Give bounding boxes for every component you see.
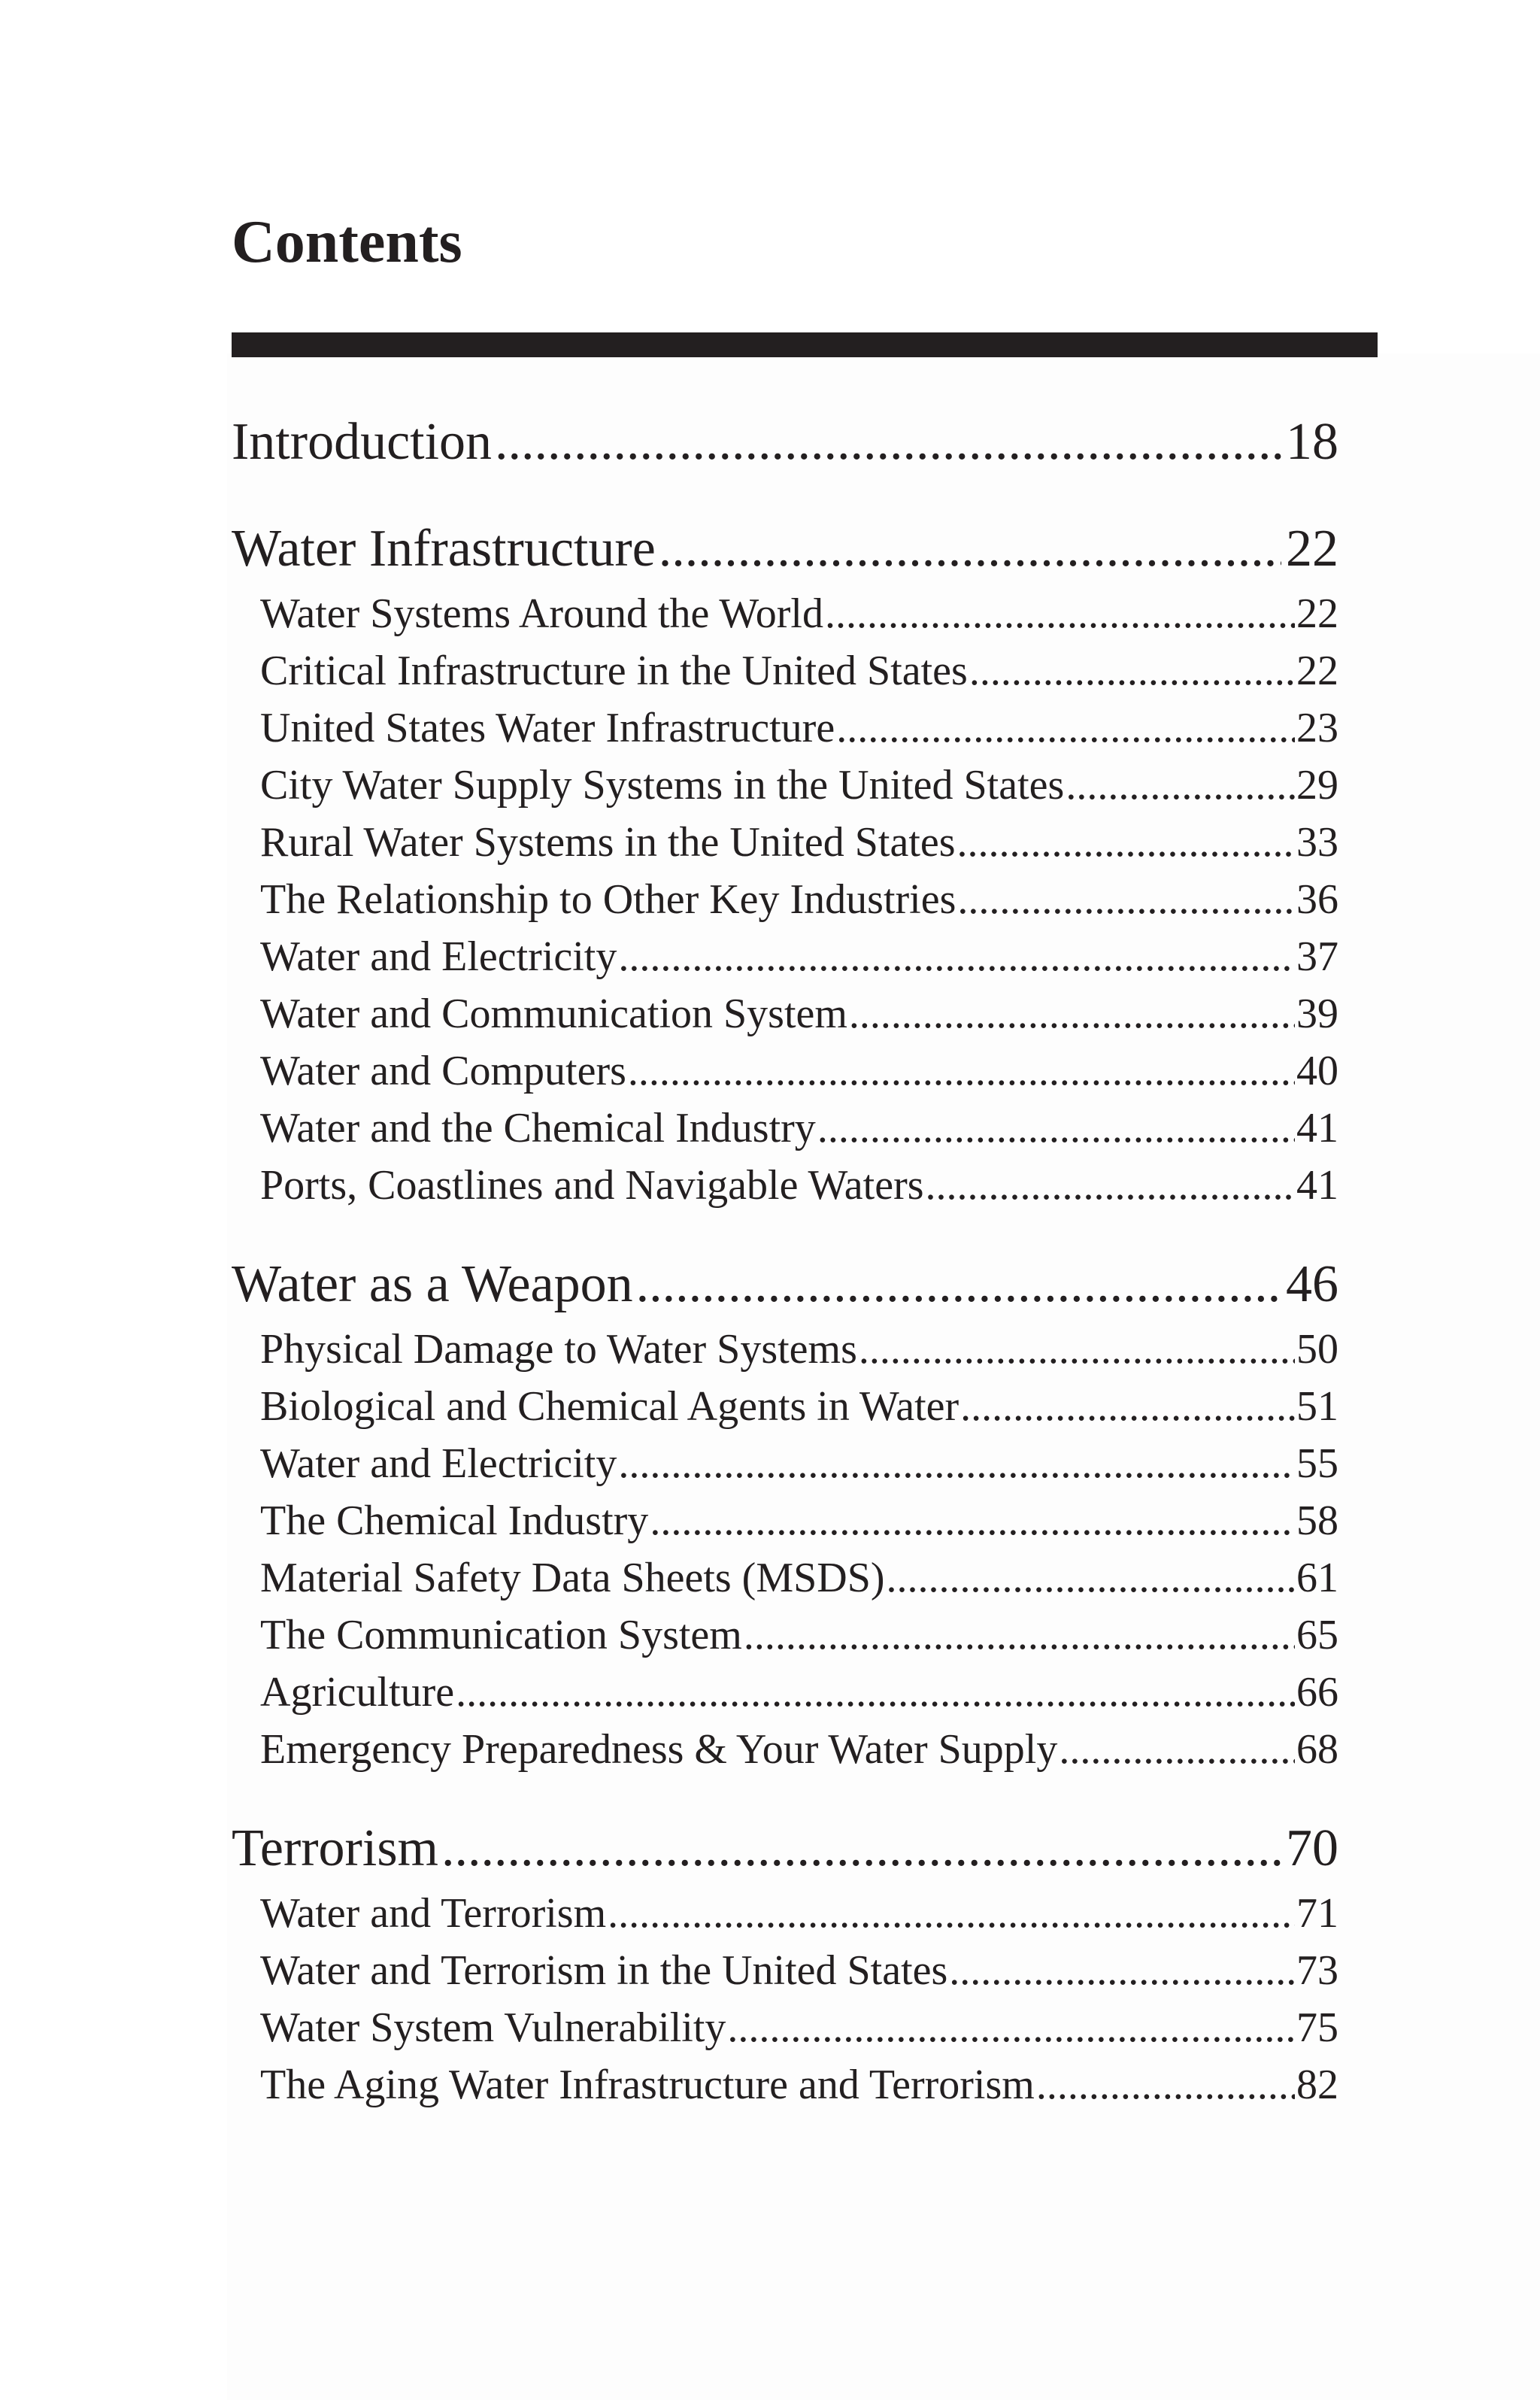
entry-title: Material Safety Data Sheets (MSDS) bbox=[260, 1555, 885, 1601]
entry-title: Water and Computers bbox=[260, 1048, 626, 1094]
entry-title: United States Water Infrastructure bbox=[260, 705, 835, 751]
entry-title: Water System Vulnerability bbox=[260, 2004, 726, 2051]
dot-leader bbox=[849, 985, 1295, 1042]
dot-leader bbox=[825, 585, 1295, 642]
toc-sub-entry[interactable] bbox=[232, 1492, 1338, 1549]
title-rule bbox=[232, 332, 1378, 357]
entry-page-number: 71 bbox=[1296, 1890, 1338, 1937]
entry-page-number: 61 bbox=[1296, 1555, 1338, 1601]
chapter-page-number: 22 bbox=[1286, 520, 1338, 578]
dot-leader bbox=[1059, 1721, 1295, 1778]
entry-page-number: 75 bbox=[1296, 2004, 1338, 2051]
toc-sub-entry[interactable] bbox=[232, 2056, 1338, 2113]
dot-leader bbox=[859, 1321, 1295, 1378]
toc-sub-entry[interactable] bbox=[232, 1607, 1338, 1664]
toc-sub-entry[interactable] bbox=[232, 1321, 1338, 1378]
chapter-title: Introduction bbox=[232, 413, 493, 471]
dot-leader bbox=[495, 406, 1281, 478]
entry-title: The Chemical Industry bbox=[260, 1497, 649, 1544]
dot-leader bbox=[618, 1435, 1295, 1492]
entry-title: Physical Damage to Water Systems bbox=[260, 1326, 857, 1373]
toc-sub-entry[interactable] bbox=[232, 985, 1338, 1042]
toc-sub-entry[interactable] bbox=[232, 1664, 1338, 1721]
entry-page-number: 55 bbox=[1296, 1440, 1338, 1487]
chapter-page-number: 70 bbox=[1286, 1819, 1338, 1877]
entry-title: Water and Terrorism in the United States bbox=[260, 1947, 948, 1994]
toc-chapter-entry[interactable] bbox=[232, 406, 1338, 478]
toc-sub-entry[interactable] bbox=[232, 1999, 1338, 2056]
entry-page-number: 51 bbox=[1296, 1383, 1338, 1430]
entry-page-number: 41 bbox=[1296, 1105, 1338, 1151]
toc-sub-entry[interactable] bbox=[232, 1157, 1338, 1214]
entry-page-number: 58 bbox=[1296, 1497, 1338, 1544]
toc-sub-entry[interactable] bbox=[232, 757, 1338, 814]
toc-sub-entry[interactable] bbox=[232, 1885, 1338, 1942]
toc-sub-entry[interactable] bbox=[232, 1549, 1338, 1607]
dot-leader bbox=[960, 1378, 1295, 1435]
dot-leader bbox=[650, 1492, 1295, 1549]
entry-title: Critical Infrastructure in the United States bbox=[260, 648, 968, 694]
dot-leader bbox=[836, 699, 1295, 757]
dot-leader bbox=[659, 513, 1281, 585]
dot-leader bbox=[618, 928, 1295, 985]
entry-title: Water and Terrorism bbox=[260, 1890, 607, 1937]
toc-sub-entry[interactable] bbox=[232, 1435, 1338, 1492]
entry-title: Water and Communication System bbox=[260, 991, 847, 1037]
entry-title: Water and Electricity bbox=[260, 933, 617, 980]
entry-title: Water Systems Around the World bbox=[260, 590, 823, 637]
entry-title: City Water Supply Systems in the United States bbox=[260, 762, 1065, 809]
toc-sub-entry[interactable] bbox=[232, 585, 1338, 642]
dot-leader bbox=[456, 1664, 1295, 1721]
toc-sub-entry[interactable] bbox=[232, 814, 1338, 871]
entry-page-number: 33 bbox=[1296, 819, 1338, 866]
chapter-page-number: 46 bbox=[1286, 1255, 1338, 1313]
toc-sub-entry[interactable] bbox=[232, 642, 1338, 699]
toc-sub-entry[interactable] bbox=[232, 1100, 1338, 1157]
entry-page-number: 37 bbox=[1296, 933, 1338, 980]
entry-page-number: 23 bbox=[1296, 705, 1338, 751]
dot-leader bbox=[926, 1157, 1295, 1214]
entry-title: Ports, Coastlines and Navigable Waters bbox=[260, 1162, 924, 1209]
entry-page-number: 41 bbox=[1296, 1162, 1338, 1209]
dot-leader bbox=[628, 1042, 1295, 1100]
dot-leader bbox=[727, 1999, 1295, 2056]
entry-page-number: 36 bbox=[1296, 876, 1338, 923]
entry-page-number: 29 bbox=[1296, 762, 1338, 809]
toc-section-introduction bbox=[232, 406, 1338, 478]
toc-chapter-entry[interactable] bbox=[232, 513, 1338, 585]
toc-sub-entry[interactable] bbox=[232, 871, 1338, 928]
entry-page-number: 65 bbox=[1296, 1612, 1338, 1658]
entry-page-number: 73 bbox=[1296, 1947, 1338, 1994]
toc-chapter-entry[interactable] bbox=[232, 1813, 1338, 1885]
entry-title: The Relationship to Other Key Industries bbox=[260, 876, 956, 923]
dot-leader bbox=[957, 871, 1295, 928]
toc-section-water-as-a-weapon bbox=[232, 1249, 1338, 1778]
dot-leader bbox=[636, 1249, 1281, 1321]
toc-section-terrorism bbox=[232, 1813, 1338, 2113]
dot-leader bbox=[1036, 2056, 1295, 2113]
toc-sub-entry[interactable] bbox=[232, 1378, 1338, 1435]
toc-section-water-infrastructure bbox=[232, 513, 1338, 1214]
entry-page-number: 40 bbox=[1296, 1048, 1338, 1094]
entry-title: Rural Water Systems in the United States bbox=[260, 819, 956, 866]
chapter-title: Water Infrastructure bbox=[232, 520, 656, 578]
chapter-title: Water as a Weapon bbox=[232, 1255, 633, 1313]
entry-page-number: 39 bbox=[1296, 991, 1338, 1037]
chapter-page-number: 18 bbox=[1286, 413, 1338, 471]
entry-title: Water and the Chemical Industry bbox=[260, 1105, 816, 1151]
chapter-title: Terrorism bbox=[232, 1819, 439, 1877]
dot-leader bbox=[886, 1549, 1295, 1607]
entry-title: The Aging Water Infrastructure and Terrorism bbox=[260, 2062, 1035, 2108]
dot-leader bbox=[969, 642, 1295, 699]
toc-sub-entry[interactable] bbox=[232, 1942, 1338, 1999]
dot-leader bbox=[744, 1607, 1295, 1664]
dot-leader bbox=[1066, 757, 1295, 814]
entry-title: The Communication System bbox=[260, 1612, 742, 1658]
entry-page-number: 66 bbox=[1296, 1669, 1338, 1716]
dot-leader bbox=[608, 1885, 1295, 1942]
entry-title: Emergency Preparedness & Your Water Supply bbox=[260, 1726, 1058, 1773]
entry-page-number: 22 bbox=[1296, 648, 1338, 694]
page-title: Contents bbox=[232, 209, 462, 275]
dot-leader bbox=[949, 1942, 1295, 1999]
entry-title: Agriculture bbox=[260, 1669, 455, 1716]
entry-title: Water and Electricity bbox=[260, 1440, 617, 1487]
entry-page-number: 68 bbox=[1296, 1726, 1338, 1773]
toc-chapter-entry[interactable] bbox=[232, 1249, 1338, 1321]
entry-page-number: 22 bbox=[1296, 590, 1338, 637]
dot-leader bbox=[441, 1813, 1281, 1885]
table-of-contents bbox=[232, 406, 1338, 2148]
toc-sub-entry[interactable] bbox=[232, 1721, 1338, 1778]
dot-leader bbox=[817, 1100, 1295, 1157]
toc-sub-entry[interactable] bbox=[232, 1042, 1338, 1100]
entry-page-number: 50 bbox=[1296, 1326, 1338, 1373]
dot-leader bbox=[957, 814, 1295, 871]
toc-sub-entry[interactable] bbox=[232, 699, 1338, 757]
toc-sub-entry[interactable] bbox=[232, 928, 1338, 985]
entry-page-number: 82 bbox=[1296, 2062, 1338, 2108]
entry-title: Biological and Chemical Agents in Water bbox=[260, 1383, 959, 1430]
